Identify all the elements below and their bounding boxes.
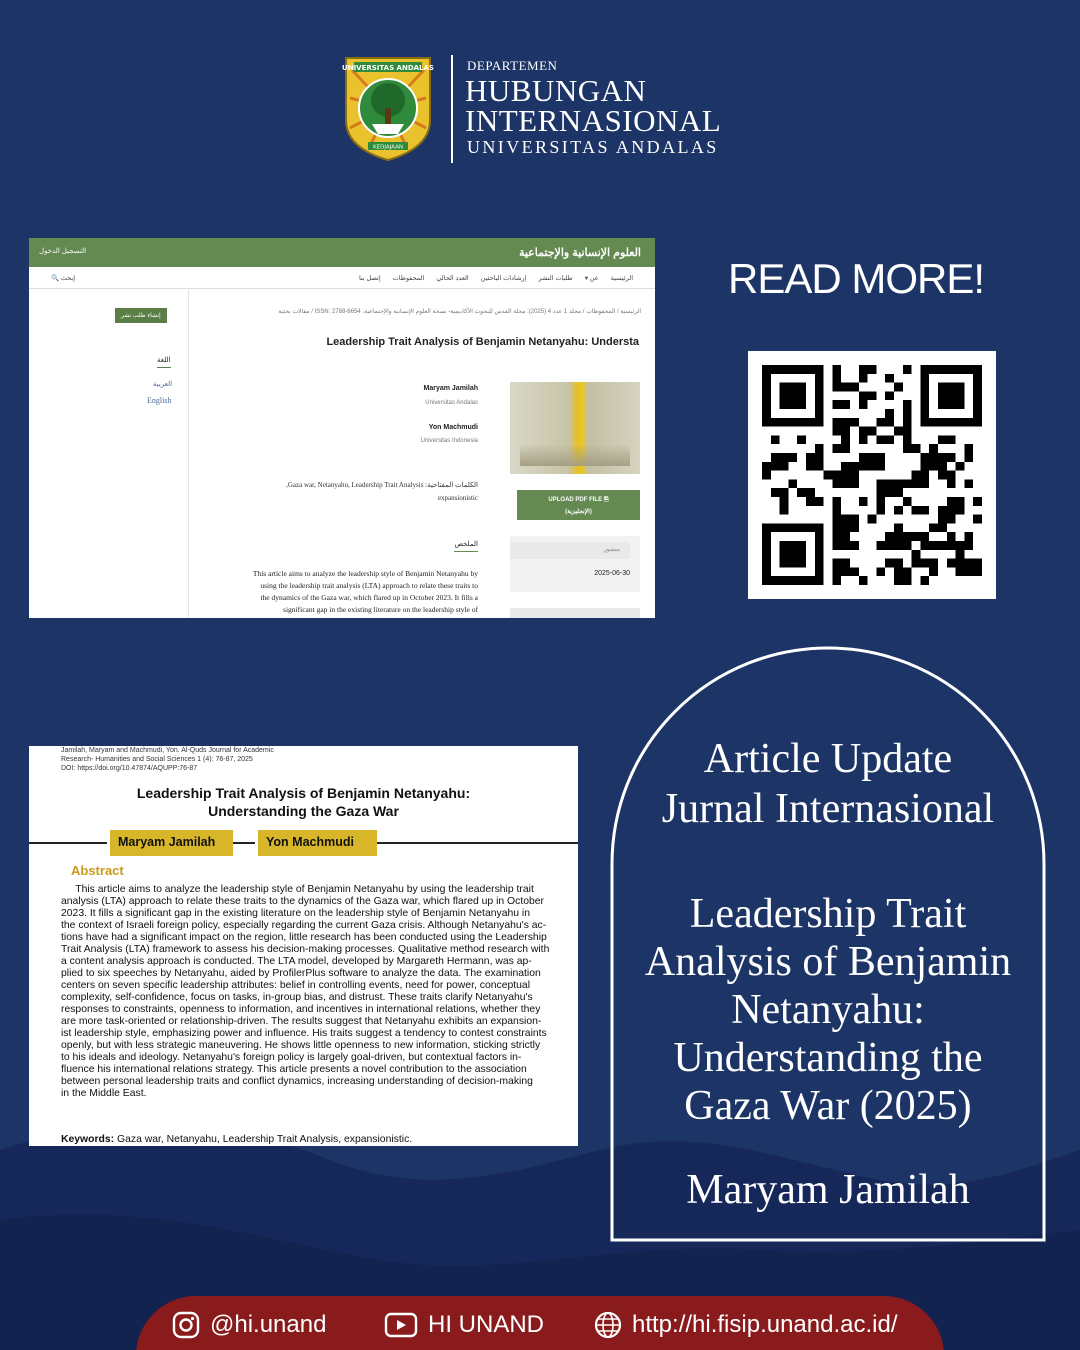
website-nav-item: طلبات النشر xyxy=(538,275,573,282)
website-language-arabic: العربية xyxy=(153,381,173,388)
website-top-bar xyxy=(29,238,655,267)
website-nav-item: المحفوظات xyxy=(392,275,425,282)
paper-title-line1: Leadership Trait Analysis of Benjamin Netanyahu: xyxy=(136,785,471,801)
website-pdf-button xyxy=(517,490,640,520)
paper-abstract-line: centers on seven specific leadership attributes: belief in controlling events, need for power, conceptual xyxy=(61,980,531,991)
panel-heading-line1: Article Update xyxy=(703,736,953,782)
website-abstract-text xyxy=(198,568,478,616)
paper-pdf-screenshot xyxy=(29,746,578,1146)
website-nav-item: عن ▾ xyxy=(584,275,599,282)
website-site-title: العلوم الإنسانية والإجتماعية xyxy=(518,247,641,259)
footer-instagram[interactable] xyxy=(172,1311,326,1339)
footer-instagram-handle: @hi.unand xyxy=(210,1311,327,1338)
website-article-title: Leadership Trait Analysis of Benjamin Netanyahu: Understa xyxy=(326,336,639,348)
website-pdf-button-label: UPLOAD PDF FILE 🗎 xyxy=(548,497,609,503)
paper-abstract-line: This article aims to analyze the leadership style of Benjamin Netanyahu by using the leadership trait xyxy=(61,884,534,895)
globe-icon xyxy=(594,1311,622,1339)
website-pdf-button-sublabel: (الإنجليزية) xyxy=(565,509,592,515)
paper-author-badge: Maryam Jamilah xyxy=(107,830,233,856)
department-name-line1: HUBUNGAN xyxy=(465,73,647,108)
paper-abstract-line: plied to six speeches by Netanyahu, aided by ProfilerPlus software to analyze the data. The examination xyxy=(61,968,541,979)
paper-abstract-text xyxy=(61,884,550,1100)
paper-abstract-line: a content analysis approach is conducted. The LTA model, developed by Margareth Hermann, was ap- xyxy=(61,956,532,967)
panel-title-line: Gaza War (2025) xyxy=(684,1083,972,1129)
footer-youtube[interactable] xyxy=(384,1311,544,1339)
website-nav-item: الرئيسية xyxy=(610,275,633,282)
department-name-line2: INTERNASIONAL xyxy=(465,103,722,138)
qr-code-pattern xyxy=(762,365,982,585)
website-keywords: الكلمات المفتاحية: Gaza war, Netanyahu, Leadership Trait Analysis, xyxy=(286,481,478,489)
website-author-affiliation: Universitas Indonesia xyxy=(420,438,478,444)
website-language-heading: اللغة xyxy=(157,356,171,368)
website-author-name: Maryam Jamilah xyxy=(423,385,478,392)
panel-title-line: Netanyahu: xyxy=(731,987,925,1033)
paper-title-line2: Understanding the Gaza War xyxy=(208,803,399,819)
qr-code[interactable] xyxy=(748,351,996,599)
website-sidebar xyxy=(29,290,189,618)
panel-title-line: Analysis of Benjamin xyxy=(644,939,1012,985)
instagram-icon xyxy=(172,1311,200,1339)
footer-website-url: http://hi.fisip.unand.ac.id/ xyxy=(632,1311,898,1338)
paper-abstract-line: to his ideals and ideology. Netanyahu's foreign policy is largely goal-driven, but contextual factors in- xyxy=(61,1052,522,1063)
website-nav-bar xyxy=(29,267,655,289)
paper-abstract-line: fluence his international relations strategy. This article presents a novel contribution to the association xyxy=(61,1064,527,1075)
footer-youtube-channel: HI UNAND xyxy=(428,1311,545,1338)
website-abstract-heading: الملخص xyxy=(454,540,478,552)
paper-citation xyxy=(61,746,274,773)
website-info-box xyxy=(510,608,640,618)
panel-heading xyxy=(610,734,1046,834)
department-label: DEPARTEMEN xyxy=(467,58,558,73)
paper-abstract-line: tions have had a significant impact on the region, little research has been conducted using the Leadership xyxy=(61,932,547,943)
website-published-label: منشور xyxy=(510,542,630,559)
paper-citation-line: Jamilah, Maryam and Machmudi, Yon. Al-Quds Journal for Academic xyxy=(61,747,274,754)
website-author-affiliation: Universitas Andalas xyxy=(425,400,478,406)
university-name: UNIVERSITAS ANDALAS xyxy=(467,137,719,157)
youtube-icon xyxy=(384,1311,418,1339)
paper-title xyxy=(29,784,578,820)
website-nav-item: إرشادات الباحثين xyxy=(480,275,527,282)
website-abstract-line: using the leadership trait analysis (LTA) approach to relate these traits to xyxy=(260,581,478,590)
paper-abstract-line: responses to constraints, openness to information, and incentives in international relations, whether they xyxy=(61,1004,541,1015)
paper-abstract-line: in the Middle East. xyxy=(61,1088,147,1099)
website-submit-button: إنشاء طلب نشر xyxy=(115,308,167,323)
panel-author: Maryam Jamilah xyxy=(686,1167,970,1213)
svg-text:KEDJAJAAN: KEDJAJAAN xyxy=(373,144,403,151)
website-language-english: English xyxy=(147,396,172,405)
paper-abstract-line: 2023. It fills a significant gap in the existing literature on the leadership style of Benjamin Netanyahu in xyxy=(61,908,531,919)
website-nav-item: إتصل بنا xyxy=(358,275,381,282)
logo-divider xyxy=(451,55,453,163)
panel-article-title xyxy=(610,890,1046,1130)
panel-title-line: Understanding the xyxy=(673,1035,983,1081)
website-nav-item: العدد الحالي xyxy=(436,275,469,282)
website-nav-items xyxy=(359,274,633,282)
paper-author-badge: Yon Machmudi xyxy=(255,830,377,856)
website-keywords-continued: expansionistic xyxy=(437,494,478,502)
website-breadcrumb: الرئيسية / المحفوظات / مجلد 1 عدد 4 (2025): مجلة القدس للبحوث الأكاديمية- نسخة العلوم الإنسانية والإجتماعية، ISSN: 2788-6654 / مقالات بحثية xyxy=(278,309,641,315)
paper-abstract-line: openly, but with less strategic maneuvering. He shows little openness to new information, sticking strictly xyxy=(61,1040,541,1051)
university-seal-logo xyxy=(340,50,436,162)
paper-abstract-line: are more task-oriented or relationship-driven. The results suggest that Netanyahu exhibits an expansion- xyxy=(61,1016,542,1027)
paper-abstract-line: analysis (LTA) approach to relate these traits to the dynamics of the Gaza war, which flared up in October xyxy=(61,896,545,907)
paper-keywords-text: Gaza war, Netanyahu, Leadership Trait Analysis, expansionistic. xyxy=(114,1134,413,1145)
paper-keywords-label: Keywords: xyxy=(61,1134,115,1145)
paper-abstract-line: Trait Analysis (LTA) framework to assess his decision-making processes. Qualitative method research with xyxy=(61,944,550,955)
read-more-heading: READ MORE! xyxy=(728,255,985,302)
paper-abstract-line: complexity, self-confidence, focus on tasks, in-group bias, and distrust. These traits clarify Netanyahu's xyxy=(61,992,533,1003)
website-search-link: 🔍 إبحث xyxy=(51,275,76,282)
paper-keywords xyxy=(61,1134,412,1145)
footer-website[interactable] xyxy=(594,1311,898,1339)
paper-citation-line: Research- Humanities and Social Sciences 1 (4): 76-87, 2025 xyxy=(61,756,253,763)
website-abstract-line: significant gap in the existing literature on the leadership style of xyxy=(283,605,478,614)
journal-website-screenshot xyxy=(29,238,655,618)
paper-abstract-line: the context of Israeli foreign policy, especially regarding the current Gaza crisis. Although Netanyahu's ac- xyxy=(61,920,547,931)
website-published-box xyxy=(510,536,640,592)
website-abstract-line: the dynamics of the Gaza war, which flared up in October 2023. It fills a xyxy=(260,593,478,602)
paper-abstract-line: between personal leadership traits and conflict dynamics, increasing understanding of decision-making xyxy=(61,1076,533,1087)
paper-abstract-heading: Abstract xyxy=(71,863,124,878)
panel-heading-line2: Jurnal Internasional xyxy=(661,786,995,832)
journal-cover-image xyxy=(510,382,640,474)
website-published-date: 2025-06-30 xyxy=(594,570,630,577)
website-author-name: Yon Machmudi xyxy=(428,424,478,431)
paper-citation-line: DOI: https://doi.org/10.47874/AQUPP:76-87 xyxy=(61,765,198,772)
paper-abstract-line: ist leadership style, emphasizing power and influence. His traits suggest a tendency to contest constraints xyxy=(61,1028,547,1039)
website-login-links: التسجيل الدخول xyxy=(39,248,87,255)
panel-title-line: Leadership Trait xyxy=(689,891,967,937)
website-abstract-line: This article aims to analyze the leadership style of Benjamin Netanyahu by xyxy=(252,569,478,578)
svg-text:UNIVERSITAS ANDALAS: UNIVERSITAS ANDALAS xyxy=(342,64,434,72)
